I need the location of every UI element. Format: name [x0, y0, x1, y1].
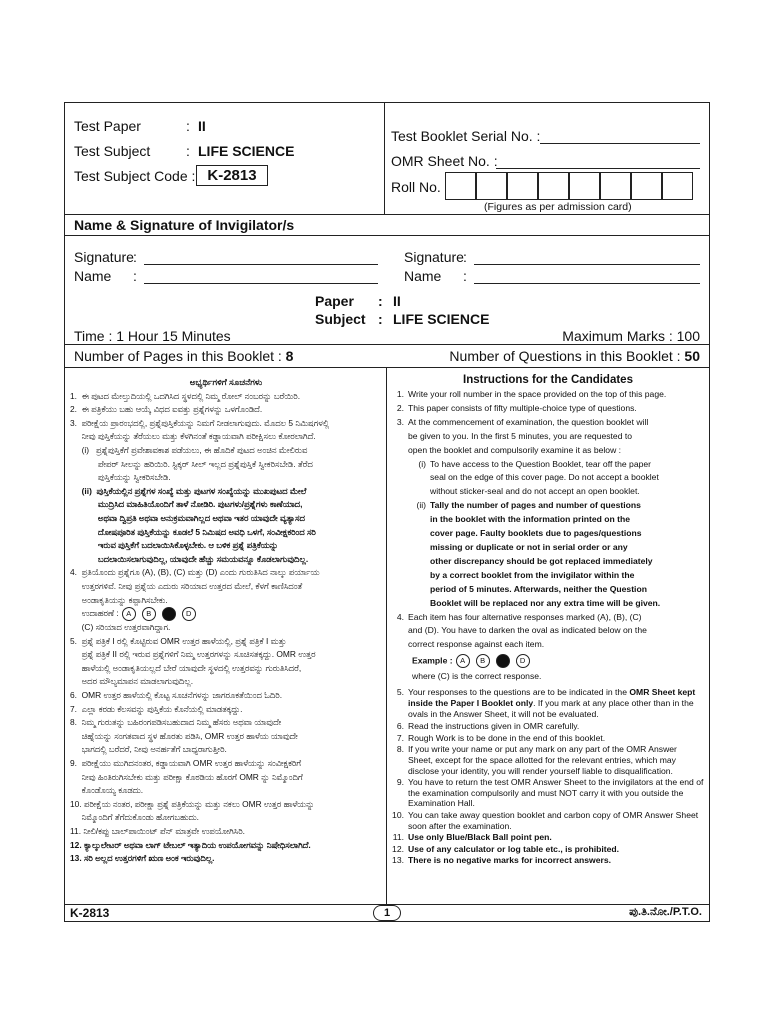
- subject-label: Subject: [315, 311, 366, 327]
- kannada-line: ಮುದ್ರಿಸಿದ ಮಾಹಿತಿಯೊಂದಿಗೆ ತಾಳೆ ನೋಡಿರಿ. ಪುಟಗಳು/ಪ್ರಶ್ನೆಗಳು ಕಾಣೆಯಾದ,: [70, 499, 303, 510]
- kannada-line: ಅಂಡಾಕೃತಿಯನ್ನು ಕಪ್ಪಾಗಿಸಬೇಕು.: [70, 594, 168, 605]
- kannada-line: 11. ನೀಲಿ/ಕಪ್ಪು ಬಾಲ್‌ಪಾಯಿಂಟ್ ಪೆನ್ ಮಾತ್ರವೇ ಉಪಯೋಗಿಸಿರಿ.: [70, 826, 245, 836]
- item-number: 7.: [396, 732, 404, 743]
- instruction-line: cover page. Faulty booklets due to pages/questions: [430, 528, 642, 539]
- item-text: Rough Work is to be done in the end of this booklet.: [408, 732, 606, 743]
- divider: [64, 367, 710, 368]
- roll-label: Roll No.: [391, 179, 441, 195]
- questions-count: Number of Questions in this Booklet : 50: [449, 348, 700, 364]
- pto: ಪು.ತಿ.ನೋ./P.T.O.: [629, 906, 702, 918]
- instruction-item: [392, 388, 704, 402]
- kannada-line: ನೀವು ಹಿಂತಿರುಗಿಸಬೇಕು ಮತ್ತು ಪರೀಕ್ಷಾ ಕೊಠಡಿಯ ಹೊರಗೆ OMR ನ್ನು ನಿಮ್ಮೊಂದಿಗೆ: [70, 771, 303, 782]
- item-text-bold: OMR Sheet kept inside the Paper I Booklet only: [408, 687, 696, 709]
- kannada-line: 5. ಪ್ರಶ್ನೆ ಪತ್ರಿಕೆ I ರಲ್ಲಿ ಕೊಟ್ಟಿರುವ OMR ಉತ್ತರ ಹಾಳೆಯಲ್ಲಿ, ಪ್ರಶ್ನೆ ಪತ್ರಿಕೆ I ಮತ್ತು: [70, 635, 287, 646]
- header-divider: [384, 102, 385, 214]
- kannada-instructions: [70, 376, 382, 866]
- kannada-line: 6. OMR ಉತ್ತರ ಹಾಳೆಯಲ್ಲಿ ಕೊಟ್ಟ ಸೂಚನೆಗಳನ್ನು ಜಾಗರೂಕತೆಯಿಂದ ಓದಿರಿ.: [70, 690, 283, 701]
- name-field[interactable]: [474, 283, 700, 284]
- instruction-line: other discrepancy should be got replaced immediately: [430, 555, 653, 566]
- test-paper-label: Test Paper: [74, 118, 141, 134]
- kannada-line: ಇರುವ ಪುಸ್ತಿಕೆಗೆ ಬದಲಾಯಿಸಿಕೊಳ್ಳಬೇಕು. ಆ ಬಳಿಕ ಪ್ರಶ್ನೆ ಪತ್ರಿಕೆಯನ್ನು: [70, 540, 279, 551]
- item-number: 2.: [396, 402, 404, 413]
- roll-cell[interactable]: [569, 172, 600, 200]
- omr-field[interactable]: [496, 168, 700, 169]
- instruction-line: and (D). You have to darken the oval as indicated below on the: [408, 625, 647, 636]
- instruction-line: correct response against each item.: [408, 639, 545, 650]
- instruction-line: Tally the number of pages and number of questions: [430, 500, 641, 511]
- kannada-line: ನೀವು ಪುಸ್ತಿಕೆಯನ್ನು ತೆರೆಯಲು ಮತ್ತು ಕೆಳಗಿನಂತೆ ಕಡ್ಡಾಯವಾಗಿ ಪರೀಕ್ಷಿಸಲು ಕೋರಲಾಗಿದೆ.: [70, 431, 316, 442]
- kannada-line: ಚಿಹ್ನೆಯನ್ನು ಸಂಗತವಾದ ಸ್ಥಳ ಹೊರತು ಪಡಿಸಿ, OMR ಉತ್ತರ ಹಾಳೆಯ ಯಾವುದೇ: [70, 730, 298, 741]
- instruction-line: open the booklet and compulsorily examine it as below :: [408, 444, 622, 455]
- paper-value: II: [393, 293, 401, 309]
- instruction-line: At the commencement of examination, the question booklet will: [408, 416, 649, 427]
- test-subject-code-label: Test Subject Code :: [74, 168, 196, 184]
- instruction-line: This paper consists of fifty multiple-choice type of questions.: [408, 402, 637, 413]
- example-row: [392, 654, 704, 668]
- item-text: You can take away question booklet and carbon copy of OMR Answer Sheet soon after the examination.: [408, 810, 699, 831]
- item-text: Read the instructions given in OMR carefully.: [408, 721, 580, 732]
- english-title: Instructions for the Candidates: [463, 374, 633, 386]
- roll-cell[interactable]: [600, 172, 631, 200]
- colon: :: [378, 311, 383, 327]
- roll-cell[interactable]: [476, 172, 507, 200]
- kannada-line: ನಿಮ್ಮೊಂದಿಗೆ ತೆಗೆದುಕೊಂಡು ಹೋಗಬಹುದು.: [70, 812, 199, 823]
- example-label: Example :: [412, 655, 453, 666]
- option-bubble: A: [122, 607, 136, 621]
- option-bubble: D: [182, 607, 196, 621]
- item-number: 12.: [392, 843, 404, 854]
- kannada-line: (ii) ಪುಸ್ತಿಕೆಯಲ್ಲಿನ ಪ್ರಶ್ನೆಗಳ ಸಂಖ್ಯೆ ಮತ್ತು ಪುಟಗಳ ಸಂಖ್ಯೆಯನ್ನು ಮುಖಪುಟದ ಮೇಲೆ: [70, 485, 307, 496]
- roll-cell[interactable]: [445, 172, 476, 200]
- test-subject-value: LIFE SCIENCE: [198, 143, 295, 159]
- signature-label: Signature: [404, 249, 464, 265]
- english-body: [392, 388, 704, 866]
- english-instructions: [392, 374, 704, 866]
- item-text: There is no negative marks for incorrect answers.: [408, 855, 611, 866]
- instruction-item: [392, 733, 704, 744]
- kannada-line: ಅದರ ಮೌಲ್ಯಮಾಪನ ಮಾಡಲಾಗುವುದಿಲ್ಲ.: [70, 676, 194, 687]
- item-number: 8.: [396, 744, 404, 755]
- colon: :: [133, 268, 137, 284]
- instruction-item: [392, 832, 704, 843]
- name-field[interactable]: [144, 283, 378, 284]
- page-number: 1: [373, 905, 401, 921]
- kannada-line: ಪುಸ್ತಿಕೆಯನ್ನು ಸ್ವೀಕರಿಸಬೇಡಿ.: [70, 472, 171, 483]
- instruction-item: [392, 810, 704, 831]
- serial-field[interactable]: [540, 143, 700, 144]
- kannada-line: 13. ಸರಿ ಅಲ್ಲದ ಉತ್ತರಗಳಿಗೆ ಋಣ ಅಂಕ ಇರುವುದಿಲ್ಲ.: [70, 853, 215, 864]
- divider: [64, 214, 710, 215]
- kannada-line: ಹಾಳೆಯಲ್ಲಿ ಅಂಡಾಕೃತಿಯಲ್ಲದೆ ಬೇರೆ ಯಾವುದೇ ಸ್ಥಳದಲ್ಲಿ ಉತ್ತರವನ್ನು ಗುರುತಿಸಿದರೆ,: [70, 662, 302, 673]
- example-note: where (C) is the correct response.: [412, 671, 542, 682]
- item-number: 6.: [396, 721, 404, 732]
- instruction-line: missing or duplicate or not in serial order or any: [430, 541, 628, 552]
- colon: :: [463, 268, 467, 284]
- item-number: 9.: [396, 777, 404, 788]
- kannada-line: ಬದಲಾಯಿಸಲಾಗುವುದಿಲ್ಲ, ಯಾವುದೇ ಹೆಚ್ಚು ಸಮಯವನ್ನೂ ಕೊಡಲಾಗುವುದಿಲ್ಲ.: [70, 553, 309, 564]
- instruction-line: in the booklet with the information printed on the: [430, 514, 631, 525]
- column-divider: [386, 367, 387, 904]
- instruction-item: [392, 402, 704, 416]
- kannada-line: 12. ಕ್ಯಾಲ್ಕುಲೇಟರ್ ಅಥವಾ ಲಾಗ್ ಟೇಬಲ್ ಇತ್ಯಾದಿಯ ಉಪಯೋಗವನ್ನು ನಿಷೇಧಿಸಲಾಗಿದೆ.: [70, 839, 311, 850]
- item-number: 10.: [392, 810, 404, 821]
- roll-cell[interactable]: [538, 172, 569, 200]
- item-text: Use only Blue/Black Ball point pen.: [408, 832, 552, 843]
- instruction-item: [392, 499, 704, 610]
- instruction-line: Booklet will be replaced nor any extra time will be given.: [430, 597, 661, 608]
- colon: :: [463, 249, 467, 265]
- divider: [64, 344, 710, 345]
- instruction-item: [392, 744, 704, 776]
- instruction-item: [392, 721, 704, 732]
- kannada-line: 4. ಪ್ರತಿಯೊಂದು ಪ್ರಶ್ನೆಗೂ (A), (B), (C) ಮತ್ತು (D) ಎಂದು ಗುರುತಿಸಿದ ನಾಲ್ಕು ಪರ್ಯಾಯ: [70, 567, 320, 578]
- kannada-title: ಅಭ್ಯರ್ಥಿಗಳಿಗೆ ಸೂಚನೆಗಳು: [189, 377, 263, 387]
- item-text: Your responses to the questions are to be indicated in the: [408, 687, 630, 698]
- item-number: 3.: [396, 416, 404, 427]
- pages-count: Number of Pages in this Booklet : 8: [74, 348, 294, 364]
- option-bubble: [162, 607, 176, 621]
- instruction-item: [392, 611, 704, 653]
- option-bubble: A: [456, 654, 470, 668]
- time-allowed: Time : 1 Hour 15 Minutes: [74, 328, 231, 344]
- footer-code: K-2813: [70, 906, 110, 920]
- instruction-line: To have access to the Question Booklet, tear off the paper: [430, 458, 652, 469]
- name-label: Name: [404, 268, 442, 284]
- kannada-line: ದೋಷಪೂರಿತ ಪುಸ್ತಿಕೆಯನ್ನು ಕೂಡಲೆ 5 ನಿಮಿಷದ ಅವಧಿ ಒಳಗೆ, ಸಂವೀಕ್ಷಕರಿಂದ ಸರಿ: [70, 526, 316, 537]
- signature-field[interactable]: [474, 264, 700, 265]
- kannada-line: 8. ನಿಮ್ಮ ಗುರುತನ್ನು ಬಹಿರಂಗಪಡಿಸಬಹುದಾದ ನಿಮ್ಮ ಹೆಸರು ಅಥವಾ ಯಾವುದೇ: [70, 717, 282, 728]
- item-text: . If you mark at any place other than in the ovals in the Answer Sheet, it will not be evaluated.: [408, 698, 694, 720]
- kannada-line: ಉದಾಹರಣೆ : A B D: [70, 607, 382, 621]
- instruction-line: be given to you. In the first 5 minutes, you are requested to: [408, 430, 633, 441]
- item-number: 4.: [396, 611, 404, 622]
- omr-label: OMR Sheet No. :: [391, 153, 498, 169]
- instruction-item: [392, 416, 704, 458]
- instruction-line: seal on the edge of this cover page. Do not accept a booklet: [430, 472, 659, 483]
- instruction-item: [392, 458, 704, 500]
- option-bubble: D: [516, 654, 530, 668]
- colon: :: [133, 249, 137, 265]
- item-number: 13.: [392, 855, 404, 866]
- signature-label: Signature: [74, 249, 134, 265]
- kannada-line: 3. ಪರೀಕ್ಷೆಯ ಪ್ರಾರಂಭದಲ್ಲಿ, ಪ್ರಶ್ನೆಪುಸ್ತಿಕೆಯನ್ನು ನಿಮಗೆ ನೀಡಲಾಗುವುದು. ಮೊದಲ 5 ನಿಮಿಷಗಳಲ್ಲಿ: [70, 417, 330, 428]
- kannada-lines: [70, 390, 382, 866]
- instruction-line: period of 5 minutes. Afterwards, neither the Question: [430, 583, 647, 594]
- option-bubble: B: [142, 607, 156, 621]
- kannada-line: ಪ್ರಶ್ನೆ ಪತ್ರಿಕೆ II ರಲ್ಲಿ ಇರುವ ಪ್ರಶ್ನೆಗಳಿಗೆ ನಿಮ್ಮ ಉತ್ತರಗಳನ್ನು ಸೂಚಿಸತಕ್ಕದ್ದು. OMR ಉತ್ತರ: [70, 649, 316, 660]
- item-number: 5.: [396, 687, 404, 698]
- test-subject-label: Test Subject: [74, 143, 151, 159]
- instruction-item: [392, 777, 704, 809]
- item-number: (i): [418, 458, 426, 469]
- instruction-line: Write your roll number in the space provided on the top of this page.: [408, 389, 667, 399]
- test-subject-code-value: K-2813: [196, 165, 268, 186]
- test-paper-value: II: [198, 118, 206, 134]
- colon: :: [378, 293, 383, 309]
- kannada-line: ಪೇಪರ್ ಸೀಲನ್ನು ಹರಿಯಿರಿ. ಸ್ಟಿಕ್ಕರ್ ಸೀಲ್ ಇಲ್ಲದ ಪ್ರಶ್ನೆಪುಸ್ತಿಕೆ ಸ್ವೀಕರಿಸಬೇಡಿ. ತೆರೆದ: [70, 458, 313, 469]
- option-bubble: [496, 654, 510, 668]
- instruction-item: [392, 844, 704, 855]
- divider: [64, 235, 710, 236]
- roll-note: (Figures as per admission card): [484, 201, 632, 213]
- instruction-line: without sticker-seal and do not accept an open booklet.: [430, 486, 640, 497]
- max-marks: Maximum Marks : 100: [562, 328, 700, 344]
- instruction-line: Each item has four alternative responses marked (A), (B), (C): [408, 611, 642, 622]
- instruction-line: by a correct booklet from the invigilator within the: [430, 569, 635, 580]
- item-number: 1.: [396, 389, 404, 399]
- item-number: 11.: [392, 832, 404, 843]
- kannada-line: ಕೊಂಡೊಯ್ಯ ಕೂಡದು.: [70, 785, 144, 796]
- roll-cell[interactable]: [507, 172, 538, 200]
- kannada-line: 9. ಪರೀಕ್ಷೆಯು ಮುಗಿದನಂತರ, ಕಡ್ಡಾಯವಾಗಿ OMR ಉತ್ತರ ಹಾಳೆಯನ್ನು ಸಂವೀಕ್ಷಕರಿಗೆ: [70, 758, 302, 769]
- instruction-item: [392, 855, 704, 866]
- subject-value: LIFE SCIENCE: [393, 311, 490, 327]
- option-bubble: B: [476, 654, 490, 668]
- colon: :: [186, 143, 190, 159]
- serial-label: Test Booklet Serial No. :: [391, 128, 541, 144]
- kannada-line: (C) ಸರಿಯಾದ ಉತ್ತರವಾಗಿದ್ದಾಗ.: [70, 622, 171, 633]
- roll-cell[interactable]: [631, 172, 662, 200]
- signature-field[interactable]: [144, 264, 378, 265]
- kannada-line: 7. ಎಲ್ಲಾ ಕರಡು ಕೆಲಸವನ್ನು ಪುಸ್ತಿಕೆಯ ಕೊನೆಯಲ್ಲಿ ಮಾಡತಕ್ಕದ್ದು.: [70, 703, 243, 714]
- item-text: If you write your name or put any mark on any part of the OMR Answer Sheet, except for the space allotted for the relevant entries, which may disclose your identity, you will render yourself liable to disqualification.: [408, 744, 677, 776]
- kannada-line: (i) ಪ್ರಶ್ನೆಪುಸ್ತಿಕೆಗೆ ಪ್ರವೇಶಾವಕಾಶ ಪಡೆಯಲು, ಈ ಹೊದಿಕೆ ಪುಟದ ಅಂಚಿನ ಮೇಲಿರುವ: [70, 444, 308, 455]
- roll-cell[interactable]: [662, 172, 693, 200]
- colon: :: [186, 118, 190, 134]
- kannada-line: ಭಾಗದಲ್ಲಿ ಬರೆದರೆ, ನೀವು ಅನರ್ಹತೆಗೆ ಬಾಧ್ಯರಾಗುತ್ತೀರಿ.: [70, 744, 227, 755]
- kannada-line: 10. ಪರೀಕ್ಷೆಯ ನಂತರ, ಪರೀಕ್ಷಾ ಪ್ರಶ್ನೆ ಪತ್ರಿಕೆಯನ್ನು ಮತ್ತು ನಕಲು OMR ಉತ್ತರ ಹಾಳೆಯನ್ನು: [70, 798, 315, 809]
- item-number: (ii): [416, 500, 426, 511]
- item-text: You have to return the test OMR Answer Sheet to the invigilators at the end of the examination compulsorily and must NOT carry it with you outside the Examination Hall.: [408, 777, 704, 809]
- kannada-line: ಉತ್ತರಗಳಿವೆ. ನೀವು ಪ್ರಶ್ನೆಯ ಎದುರು ಸರಿಯಾದ ಉತ್ತರದ ಮೇಲೆ, ಕೆಳಗೆ ಕಾಣಿಸಿದಂತೆ: [70, 580, 303, 591]
- kannada-line: 1. ಈ ಪುಟದ ಮೇಲ್ತುದಿಯಲ್ಲಿ ಒದಗಿಸಿದ ಸ್ಥಳದಲ್ಲಿ ನಿಮ್ಮ ರೋಲ್ ನಂಬರನ್ನು ಬರೆಯಿರಿ.: [70, 390, 301, 401]
- kannada-line: ಅಥವಾ ದ್ವಿಪ್ರತಿ ಅಥವಾ ಅನುಕ್ರಮವಾಗಿಲ್ಲದ ಅಥವಾ ಇತರ ಯಾವುದೇ ವ್ಯತ್ಯಾಸದ: [70, 512, 305, 523]
- name-label: Name: [74, 268, 112, 284]
- kannada-line: 2. ಈ ಪತ್ರಿಕೆಯು ಬಹು ಆಯ್ಕೆ ವಿಧದ ಐವತ್ತು ಪ್ರಶ್ನೆಗಳನ್ನು ಒಳಗೊಂಡಿದೆ.: [70, 404, 263, 415]
- invigilator-title: Name & Signature of Invigilator/s: [74, 217, 295, 233]
- instruction-item: [392, 687, 704, 720]
- item-text: Use of any calculator or log table etc., is prohibited.: [408, 843, 620, 854]
- paper-label: Paper: [315, 293, 354, 309]
